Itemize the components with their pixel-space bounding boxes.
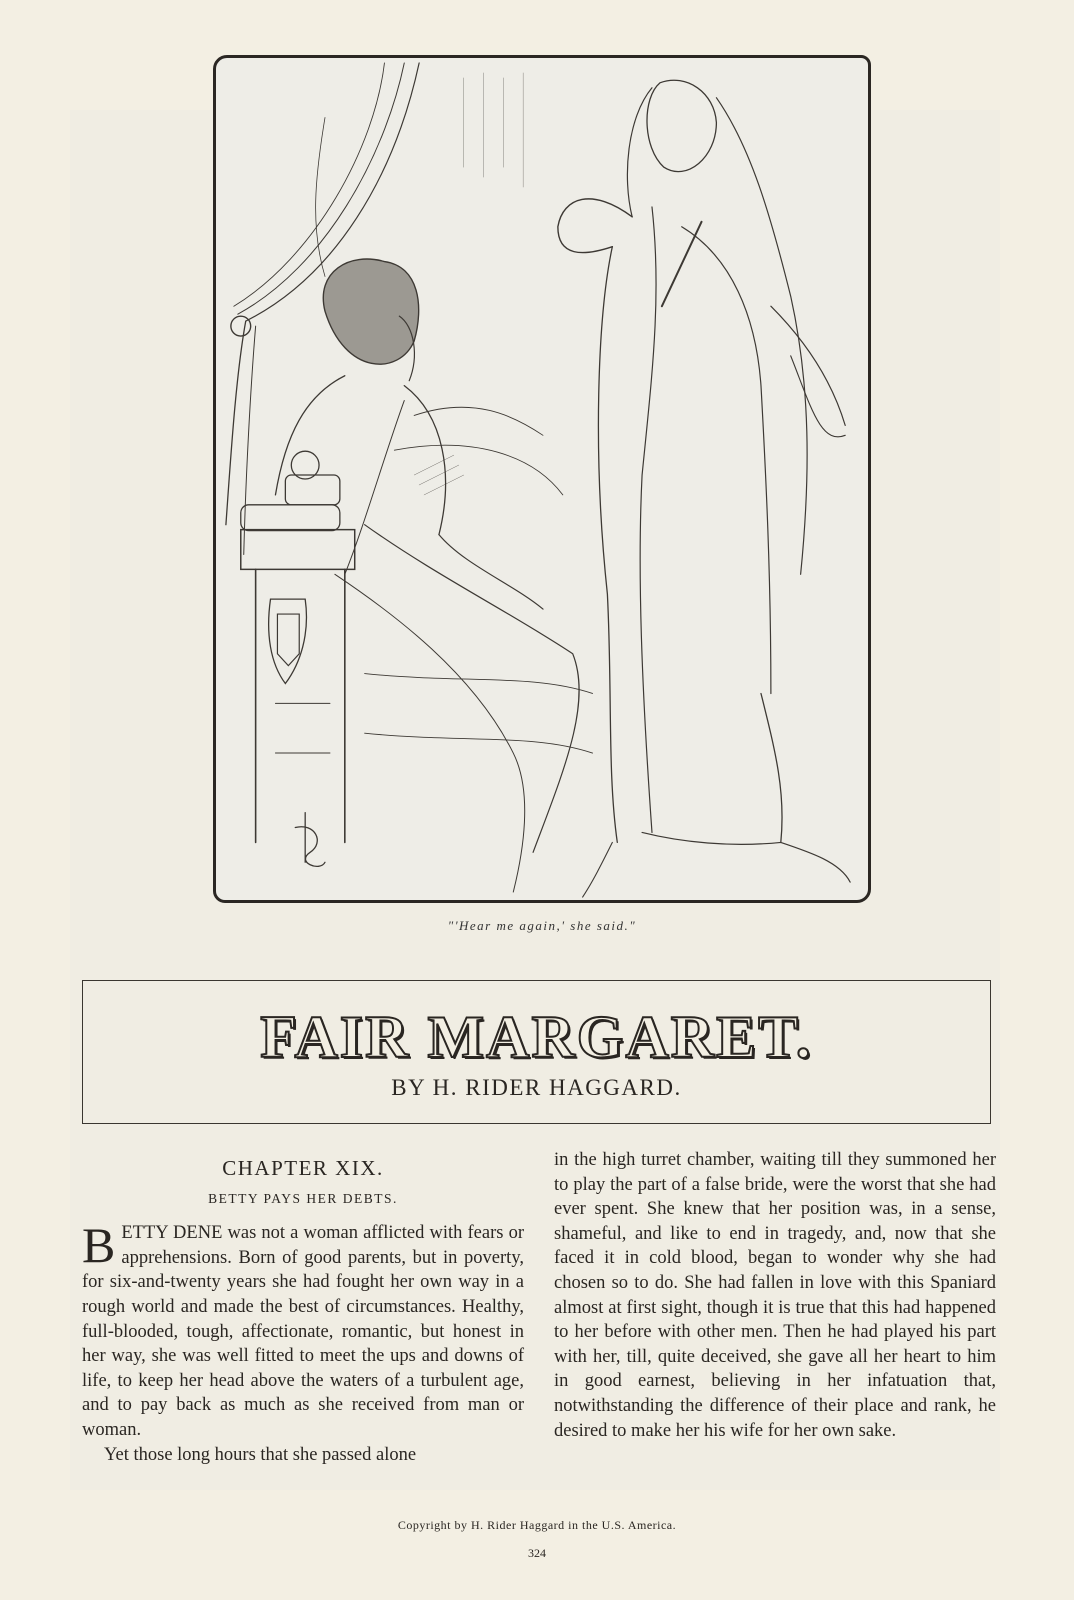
copyright-notice: Copyright by H. Rider Haggard in the U.S. America. [397, 1518, 677, 1532]
title-box [82, 980, 991, 1124]
illustration-caption: "'Hear me again,' she said." [447, 918, 637, 933]
page-number: 324 [528, 1546, 546, 1560]
author-byline: BY H. RIDER HAGGARD. [391, 1075, 682, 1100]
paragraph-1-text: ETTY DENE was not a woman afflicted with fears or apprehensions. Born of good parents, but in poverty, for six-and-twenty years she had fought her own way in a rough world and made the best of circumstances. Healthy, full-blooded, tough, affectionate, romantic, but honest in her way, she was well fitted to meet the ups and downs of life, to keep her head above the waters of a turbulent age, and to pay back as much as she received from man or woman. [82, 1223, 524, 1440]
illustration-frame [213, 55, 871, 903]
paragraph-2: Yet those long hours that she passed alone [104, 1444, 417, 1465]
text-column-left [82, 1148, 524, 1467]
illustration-sketch [216, 58, 868, 900]
text-column-right [554, 1148, 996, 1443]
paragraph-2-continued: in the high turret chamber, waiting till they summoned her to play the part of a false bride, were the worst that she had ever spent. She knew that her position was, in a sense, shameful, and like to end in tragedy, and, now that she faced it in cold blood, began to wonder why she had chosen so to do. She had fallen in love with this Spaniard almost at first sight, though it is true that this had happened to her before with other men. Then he had played his part with her, till, quite deceived, she gave all her heart to him in good earnest, believing in her infatuation that, notwithstanding the difference of their place and rank, he desired to make her his wife for her own sake. [554, 1150, 996, 1441]
chapter-subtitle: BETTY PAYS HER DEBTS. [208, 1190, 398, 1206]
paragraph-1 [82, 1217, 524, 1442]
story-title: FAIR MARGARET. [260, 1004, 813, 1070]
drop-cap: B [82, 1217, 116, 1274]
chapter-heading: CHAPTER XIX. [222, 1156, 384, 1180]
